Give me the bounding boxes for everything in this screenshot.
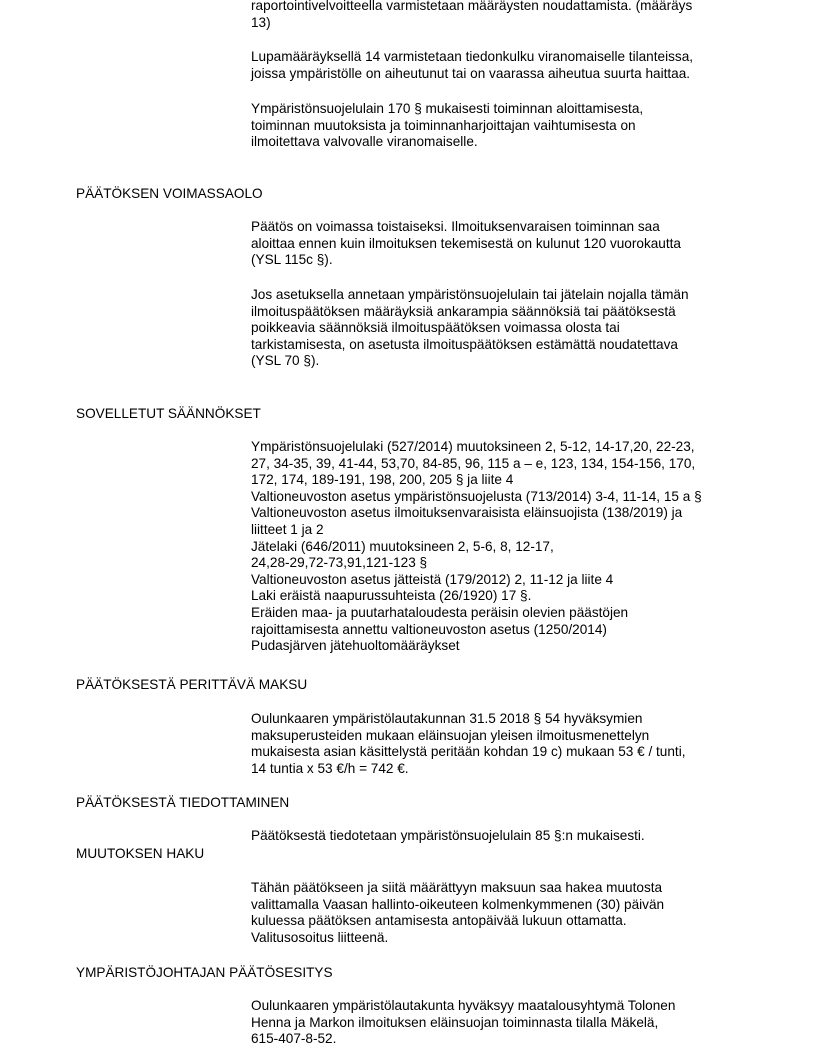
text-line: 615-407-8-52. [251, 1031, 337, 1047]
text-line: Eräiden maa- ja puutarhataloudesta peräisin olevien päästöjen [251, 604, 629, 620]
text-line: raportointivelvoitteella varmistetaan määräysten noudattamista. (määräys [251, 0, 693, 13]
text-line: aloittaa ennen kuin ilmoituksen tekemisestä on kulunut 120 vuorokautta [251, 235, 681, 251]
text-line: Oulunkaaren ympäristölautakunnan 31.5 2018 § 54 hyväksymien [251, 711, 643, 726]
section-heading-maksu: PÄÄTÖKSESTÄ PERITTÄVÄ MAKSU [76, 677, 308, 692]
text-line: tarkistamisesta, on asetusta ilmoituspäätöksen estämättä noudatettava [251, 336, 678, 352]
paragraph-asetus [251, 287, 751, 370]
section-heading-paatosesitys: YMPÄRISTÖJOHTAJAN PÄÄTÖSESITYS [76, 965, 333, 980]
text-line: joissa ympäristölle on aiheutunut tai on vaarassa aiheutua suurta haittaa. [251, 65, 691, 81]
text-line: 27, 34-35, 39, 41-44, 53,70, 84-85, 96, 115 a – e, 123, 134, 154-156, 170, [251, 455, 696, 471]
section-heading-muutoksenhaku: MUUTOKSEN HAKU [76, 846, 205, 861]
text-line: 172, 174, 189-191, 198, 200, 205 § ja liite 4 [251, 472, 514, 488]
text-line: Valtioneuvoston asetus jätteistä (179/2012) 2, 11-12 ja liite 4 [251, 571, 614, 587]
section-heading-saannokset: SOVELLETUT SÄÄNNÖKSET [76, 406, 261, 421]
text-line: Oulunkaaren ympäristölautakunta hyväksyy maatalousyhtymä Tolonen [251, 998, 676, 1013]
text-line: Henna ja Markon ilmoituksen eläinsuojan toiminnasta tilalla Mäkelä, [251, 1014, 659, 1030]
text-line: Laki eräistä naapurussuhteista (26/1920) 17 §. [251, 588, 532, 604]
paragraph-ilmoitettava [251, 101, 751, 151]
text-line: liitteet 1 ja 2 [251, 521, 324, 537]
paragraph-tiedonkulku [251, 49, 751, 82]
text-line: rajoittamisesta annettu valtioneuvoston asetus (1250/2014) [251, 621, 607, 637]
section-heading-voimassaolo: PÄÄTÖKSEN VOIMASSAOLO [76, 186, 263, 201]
paragraph-saannokset [251, 439, 751, 655]
paragraph-voimassa [251, 219, 751, 269]
paragraph-tiedottaminen [251, 828, 751, 845]
paragraph-muutoksenhaku [251, 880, 751, 946]
text-line: Jätelaki (646/2011) muutoksineen 2, 5-6, 8, 12-17, [251, 538, 554, 554]
section-heading-tiedottaminen: PÄÄTÖKSESTÄ TIEDOTTAMINEN [76, 795, 290, 810]
text-line: mukaisesta asian käsittelystä peritään kohdan 19 c) mukaan 53 € / tunti, [251, 744, 686, 760]
text-line: Pudasjärven jätehuoltomääräykset [251, 638, 460, 654]
text-line: Ympäristönsuojelulain 170 § mukaisesti toiminnan aloittamisesta, [251, 101, 644, 116]
text-line: ilmoitettava valvovalle viranomaiselle. [251, 134, 478, 150]
text-line: Tähän päätökseen ja siitä määrättyyn maksuun saa hakea muutosta [251, 880, 663, 895]
paragraph-lupamaarays [251, 0, 751, 31]
text-line: valittamalla Vaasan hallinto-oikeuteen kolmenkymmenen (30) päivän [251, 896, 665, 912]
text-line: poikkeavia säännöksiä ilmoituspäätöksen voimassa olosta tai [251, 320, 620, 336]
text-line: Päätöksestä tiedotetaan ympäristönsuojelulain 85 §:n mukaisesti. [251, 828, 645, 843]
text-line: Valtioneuvoston asetus ympäristönsuojelusta (713/2014) 3-4, 11-14, 15 a § [251, 488, 702, 504]
text-line: kuluessa päätöksen antamisesta antopäivää lukuun ottamatta. [251, 913, 627, 929]
text-line: 24,28-29,72-73,91,121-123 § [251, 555, 428, 571]
text-line: 13) [251, 14, 271, 30]
text-line: Ympäristönsuojelulaki (527/2014) muutoksineen 2, 5-12, 14-17,20, 22-23, [251, 439, 695, 454]
text-line: maksuperusteiden mukaan eläinsuojan yleisen ilmoitusmenettelyn [251, 727, 650, 743]
text-line: ilmoituspäätöksen määräyksiä ankarampia säännöksiä tai päätöksestä [251, 303, 676, 319]
text-line: Lupamääräyksellä 14 varmistetaan tiedonkulku viranomaiselle tilanteissa, [251, 49, 694, 64]
paragraph-maksu [251, 711, 751, 777]
text-line: Päätös on voimassa toistaiseksi. Ilmoituksenvaraisen toiminnan saa [251, 219, 660, 234]
text-line: toiminnan muutoksista ja toiminnanharjoittajan vaihtumisesta on [251, 117, 636, 133]
text-line: (YSL 70 §). [251, 353, 320, 369]
text-line: Valtioneuvoston asetus ilmoituksenvaraisista eläinsuojista (138/2019) ja [251, 505, 683, 521]
text-line: 14 tuntia x 53 €/h = 742 €. [251, 760, 409, 776]
text-line: (YSL 115c §). [251, 252, 333, 268]
text-line: Valitusosoitus liitteenä. [251, 929, 389, 945]
text-line: Jos asetuksella annetaan ympäristönsuojelulain tai jätelain nojalla tämän [251, 287, 689, 302]
paragraph-paatosesitys [251, 998, 751, 1048]
